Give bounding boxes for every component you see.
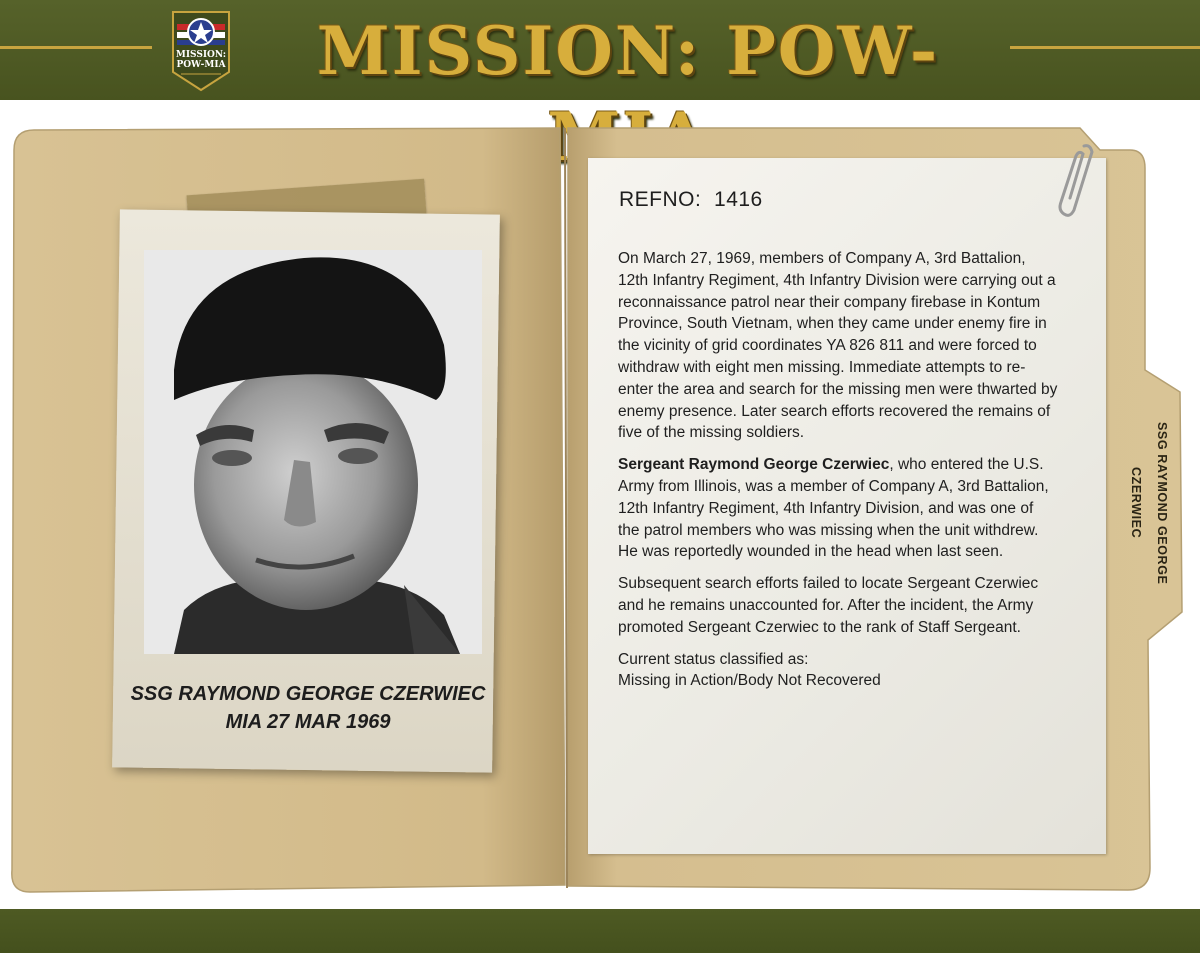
page-title: MISSION: POW- bbox=[316, 12, 940, 90]
status-label: Current status classified as: bbox=[618, 650, 809, 668]
paragraph-search: Subsequent search efforts failed to locate Sergeant Czerwiec and he remains unaccounted for. After the incident, the Army promoted Sergeant Czerwiec to the rank of Staff Sergeant. bbox=[618, 575, 1039, 636]
refno-value: 1416 bbox=[714, 188, 763, 211]
soldier-portrait-photo bbox=[144, 250, 482, 654]
caption-name: SSG RAYMOND GEORGE CZERWIEC bbox=[130, 683, 486, 705]
footer-bar bbox=[0, 909, 1200, 953]
badge-text-line2: POW-MIA bbox=[176, 60, 226, 70]
photo-caption bbox=[128, 680, 488, 736]
paperclip-icon bbox=[1052, 140, 1100, 220]
refno bbox=[619, 186, 763, 214]
folder-tab-label: SSG RAYMOND GEORGE CZERWIEC bbox=[1129, 421, 1169, 585]
soldier-details: , who entered the U.S. Army from Illinois, was a member of Company A, 3rd Battalion, 12th Infantry Regiment, 4th Infantry Division, and was one of the patrol members who was missing when the unit withdrew. He was reportedly wounded in the head when last seen. bbox=[618, 456, 1049, 561]
status-block bbox=[618, 649, 1058, 693]
status-value: Missing in Action/Body Not Recovered bbox=[618, 672, 881, 690]
paragraph-soldier bbox=[618, 454, 1058, 563]
record-body bbox=[618, 248, 1058, 702]
soldier-name: Sergeant Raymond George Czerwiec bbox=[618, 456, 890, 474]
badge-text-line1: MISSION: bbox=[175, 50, 227, 60]
caption-date: MIA 27 MAR 1969 bbox=[225, 711, 391, 733]
paragraph-incident: On March 27, 1969, members of Company A, 3rd Battalion, 12th Infantry Regiment, 4th Infantry Division were carrying out a reconnaissance patrol near their company firebase in Kontum Province, South Vietnam, when they came under enemy fire in the vicinity of grid coordinates YA 826 811 and were forced to withdraw with eight men missing. Immediate attempts to re-enter the area and search for the missing men were thwarted by enemy presence. Later search efforts recovered the remains of five of the missing soldiers. bbox=[618, 250, 1058, 442]
refno-label: REFNO: bbox=[619, 188, 702, 211]
